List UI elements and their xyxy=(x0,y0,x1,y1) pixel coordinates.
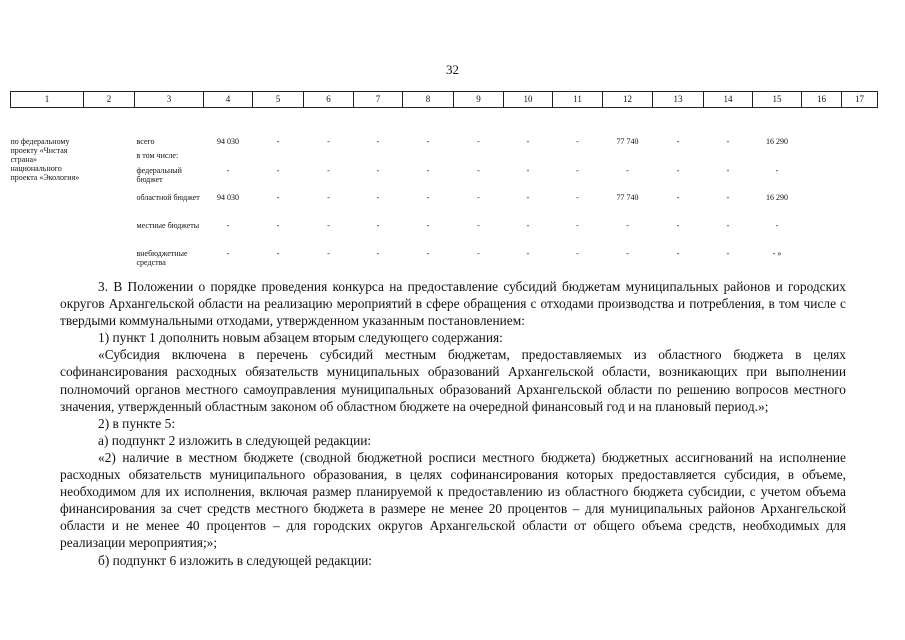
table-cell: 77 740 xyxy=(616,193,639,202)
table-cell: - xyxy=(327,137,330,146)
table-row xyxy=(11,164,878,190)
table-cell: - xyxy=(726,249,730,258)
table-cell: 16 290 xyxy=(766,137,788,146)
table-row xyxy=(11,190,878,217)
table-cell: - xyxy=(626,249,629,258)
column-header: 10 xyxy=(504,92,553,108)
table-cell xyxy=(842,245,878,273)
table-cell xyxy=(802,217,842,245)
table-cell: - » xyxy=(772,249,782,258)
table-cell: - xyxy=(726,193,730,202)
body-text xyxy=(60,278,846,569)
table-cell: - xyxy=(226,166,230,175)
table-cell: - xyxy=(477,166,480,175)
table-cell xyxy=(802,190,842,217)
table-cell xyxy=(842,164,878,190)
table-cell: - xyxy=(526,193,530,202)
table-cell xyxy=(304,148,354,164)
table-cell: - xyxy=(626,221,629,230)
table-cell: - xyxy=(576,221,579,230)
paragraph: 3. В Положении о порядке проведения конкурса на предоставление субсидий бюджетам муниципальных районов и городских округов Архангельской области на реализацию мероприятий в сфере обращения с отходами производства и потребления, в том числе с твердыми коммунальными отходами, утвержденном указанным постановлением: xyxy=(60,279,846,329)
table-cell: - xyxy=(426,137,430,146)
table-cell xyxy=(204,148,253,164)
table-cell: - xyxy=(376,221,380,230)
budget-table xyxy=(10,91,878,273)
table-cell: - xyxy=(477,249,480,258)
table-cell: 94 030 xyxy=(217,137,239,146)
paragraph: «Субсидия включена в перечень субсидий местным бюджетам, предоставляемых из областного бюджета в целях софинансирования расходных обязательств муниципальных образований Архангельской области, возникающих при выполнении полномочий органов местного самоуправления муниципальных образований Архангельской области по решению вопросов местного значения, утвержденный областным законом об областном бюджете на очередной финансовый год и на плановый период.»; xyxy=(60,347,846,414)
table-row xyxy=(11,108,878,149)
table-cell: - xyxy=(276,193,280,202)
column-header: 1 xyxy=(11,92,84,108)
table-cell: - xyxy=(526,137,530,146)
paragraph: 1) пункт 1 дополнить новым абзацем вторым следующего содержания: xyxy=(98,330,503,346)
table-cell: 77 740 xyxy=(616,137,639,146)
table-cell: - xyxy=(226,221,230,230)
page-number: 32 xyxy=(446,62,459,77)
row-label: внебюджетные средства xyxy=(136,249,188,267)
table-cell: - xyxy=(676,137,680,146)
table-cell: - xyxy=(426,193,430,202)
table-cell xyxy=(653,148,704,164)
table-cell: - xyxy=(626,166,629,175)
table-cell: - xyxy=(477,221,480,230)
table-cell: - xyxy=(576,137,579,146)
table-cell: - xyxy=(376,193,380,202)
row-label: федеральный бюджет xyxy=(136,166,182,184)
table-cell: - xyxy=(477,193,480,202)
table-cell: - xyxy=(576,193,579,202)
table-cell xyxy=(842,217,878,245)
column-header: 13 xyxy=(653,92,704,108)
table-cell: - xyxy=(576,166,579,175)
table-row xyxy=(11,245,878,273)
column-header: 11 xyxy=(553,92,603,108)
column-header: 5 xyxy=(253,92,304,108)
table-cell xyxy=(603,148,653,164)
table-cell: - xyxy=(327,221,330,230)
table-cell xyxy=(842,190,878,217)
table-cell: - xyxy=(477,137,480,146)
column-header: 7 xyxy=(354,92,403,108)
table-cell xyxy=(253,148,304,164)
column-header: 8 xyxy=(403,92,454,108)
column-header: 16 xyxy=(802,92,842,108)
table-cell: - xyxy=(327,249,330,258)
table-cell: - xyxy=(676,166,680,175)
table-header-row xyxy=(11,92,878,108)
table-cell xyxy=(403,148,454,164)
project-label: по федеральному проекту «Чистая страна» национального проекта «Экология» xyxy=(10,137,80,182)
row-label: в том числе: xyxy=(136,151,179,160)
table-cell: - xyxy=(376,166,380,175)
table-cell xyxy=(504,148,553,164)
column-header: 4 xyxy=(204,92,253,108)
table-cell: - xyxy=(276,221,280,230)
paragraph: б) подпункт 6 изложить в следующей редакции: xyxy=(98,552,373,568)
table-cell: - xyxy=(276,137,280,146)
table-cell: - xyxy=(676,193,680,202)
table-cell: 94 030 xyxy=(217,193,239,202)
column-header: 15 xyxy=(753,92,802,108)
row-label: всего xyxy=(136,137,155,146)
table-cell xyxy=(802,245,842,273)
row-label: местные бюджеты xyxy=(136,221,200,230)
table-cell: - xyxy=(726,137,730,146)
table-cell: - xyxy=(526,249,530,258)
table-cell xyxy=(802,148,842,164)
column-header: 2 xyxy=(84,92,135,108)
table-cell: 16 290 xyxy=(766,193,788,202)
table-cell: - xyxy=(726,166,730,175)
table-cell xyxy=(704,148,753,164)
table-cell: - xyxy=(676,249,680,258)
table-cell xyxy=(454,148,504,164)
table-row xyxy=(11,217,878,245)
table-cell: - xyxy=(327,166,330,175)
column-header: 3 xyxy=(135,92,204,108)
table-cell xyxy=(354,148,403,164)
table-cell: - xyxy=(676,221,680,230)
column-header: 12 xyxy=(603,92,653,108)
table-cell: - xyxy=(726,221,730,230)
table-cell xyxy=(802,108,842,149)
table-cell: - xyxy=(426,221,430,230)
column-header: 9 xyxy=(454,92,504,108)
empty-cell xyxy=(84,108,135,274)
table-cell xyxy=(842,148,878,164)
table-cell: - xyxy=(276,166,280,175)
table-cell: - xyxy=(226,249,230,258)
table-cell: - xyxy=(775,166,779,175)
paragraph: 2) в пункте 5: xyxy=(98,415,176,431)
table-cell xyxy=(802,164,842,190)
paragraph: а) подпункт 2 изложить в следующей редакции: xyxy=(98,432,372,448)
column-header: 17 xyxy=(842,92,878,108)
row-label: областной бюджет xyxy=(136,193,200,202)
table-cell: - xyxy=(576,249,579,258)
table-cell: - xyxy=(426,166,430,175)
table-cell: - xyxy=(276,249,280,258)
table-cell: - xyxy=(376,137,380,146)
table-cell xyxy=(842,108,878,149)
table-cell xyxy=(553,148,603,164)
table-cell: - xyxy=(526,166,530,175)
paragraph: «2) наличие в местном бюджете (сводной бюджетной росписи местного бюджета) бюджетных ассигнований на исполнение расходных обязательств муниципального образования, в целях софинансирования которых предоставляется субсидия, в объеме, необходимом для их исполнения, включая размер планируемой к предоставлению из областного бюджета субсидии, с учетом объема финансирования за счет средств местного бюджета в размере не менее 20 процентов – для муниципальных районов Архангельской области и не менее 40 процентов – для городских округов Архангельской области от общего объема средств, необходимых для реализации мероприятия;»; xyxy=(60,449,846,551)
table-row xyxy=(11,148,878,164)
table-cell xyxy=(753,148,802,164)
column-header: 6 xyxy=(304,92,354,108)
table-cell: - xyxy=(775,221,779,230)
table-cell: - xyxy=(376,249,380,258)
column-header: 14 xyxy=(704,92,753,108)
table-cell: - xyxy=(327,193,330,202)
table-cell: - xyxy=(526,221,530,230)
table-cell: - xyxy=(426,249,430,258)
